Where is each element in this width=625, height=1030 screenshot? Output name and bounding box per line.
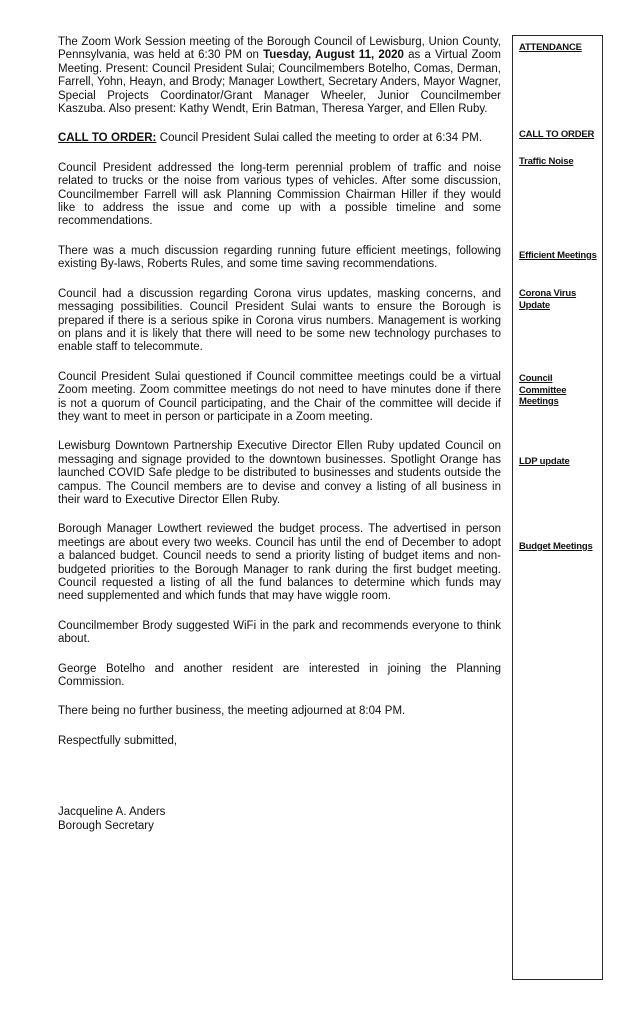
meeting-date: Tuesday, August 11, 2020 <box>263 49 404 62</box>
paragraph-planning-commission: George Botelho and another resident are interested in joining the Planning Commission. <box>58 662 501 689</box>
call-to-order-text: Council President Sulai called the meeting to order at 6:34 PM. <box>156 132 483 145</box>
margin-label-traffic-noise: Traffic Noise <box>519 156 574 167</box>
minutes-body <box>58 36 501 833</box>
call-to-order-paragraph <box>58 132 501 145</box>
margin-label-efficient-meetings: Efficient Meetings <box>519 250 597 261</box>
paragraph-budget-meetings: Borough Manager Lowthert reviewed the budget process. The advertised in person meetings are about every two weeks. Council has until the end of December to adopt a balanced budget. Council needs to send a priority listing of budget items and non-budgeted priorities to the Borough Manager to rank during the first budget meeting. Council requested a listing of all the fund balances to determine which funds may need supplemented and which funds that may have wiggle room. <box>58 523 501 603</box>
attendance-text-pre: The Zoom Work Session meeting of the Borough Council of Lewisburg, Union County, Pennsylvania, was held at 6:30 PM on <box>58 36 501 62</box>
paragraph-efficient-meetings: There was a much discussion regarding running future efficient meetings, following existing By-laws, Roberts Rules, and some time saving recommendations. <box>58 244 501 271</box>
signature-name: Jacqueline A. Anders <box>58 806 166 819</box>
margin-label-council-committee-meetings: Council Committee Meetings <box>519 373 567 407</box>
margin-label-attendance: ATTENDANCE <box>519 42 582 53</box>
margin-label-call-to-order: CALL TO ORDER <box>519 129 595 140</box>
margin-label-ldp-update: LDP update <box>519 456 570 467</box>
paragraph-ldp-update: Lewisburg Downtown Partnership Executive Director Ellen Ruby updated Council on messaging and signage provided to the downtown businesses. Spotlight Orange has launched COVID Safe pledge to be distributed to businesses and students outside the campus. The Council members are to devise and convey a listing of all business in their ward to Executive Director Ellen Ruby. <box>58 440 501 506</box>
paragraph-traffic-noise: Council President addressed the long-term perennial problem of traffic and noise related to trucks or the noise from various types of vehicles. After some discussion, Councilmember Farrell will ask Planning Commission Chairman Hiller if they would like to address the issue and come up with a possible timeline and some recommendations. <box>58 161 501 228</box>
signature-title: Borough Secretary <box>58 819 154 832</box>
margin-notes-box <box>512 35 603 980</box>
call-to-order-heading: CALL TO ORDER: <box>58 132 157 145</box>
paragraph-council-committee-meetings: Council President Sulai questioned if Council committee meetings could be a virtual Zoom meeting. Zoom committee meetings do not need to have minutes done if there is not a quorum of Council participating, and the Chair of the committee will decide if they want to meet in person or participate in a Zoom meeting. <box>58 370 501 423</box>
paragraph-wifi-suggestion: Councilmember Brody suggested WiFi in the park and recommends everyone to think about. <box>58 619 501 646</box>
paragraph-corona-virus-update: Council had a discussion regarding Corona virus updates, masking concerns, and messaging possibilities. Council President Sulai wants to ensure the Borough is prepared if there is a serious spike in Corona virus numbers. Management is working on plans and it is likely that there will need to be some new technology purchases to enable staff to telecommute. <box>58 287 501 354</box>
margin-label-budget-meetings: Budget Meetings <box>519 541 593 552</box>
margin-label-corona-virus-update: Corona Virus Update <box>519 288 577 311</box>
signature-block <box>58 806 501 833</box>
paragraph-adjournment: There being no further business, the meeting adjourned at 8:04 PM. <box>58 705 406 718</box>
attendance-text-post: as a Virtual Zoom Meeting. Present: Council President Sulai; Councilmembers Botelho, Comas, Derman, Farrell, Yohn, Heayn, and Brody; Manager Lowthert, Secretary Anders, Mayor Wagner, Special Projects Coordinator/Grant Manager Wheeler, Junior Councilmember Kaszuba. Also present: Kathy Wendt, Erin Batman, Theresa Yarger, and Ellen Ruby. <box>58 49 502 116</box>
closing-line: Respectfully submitted, <box>58 734 178 747</box>
attendance-paragraph <box>58 36 501 116</box>
